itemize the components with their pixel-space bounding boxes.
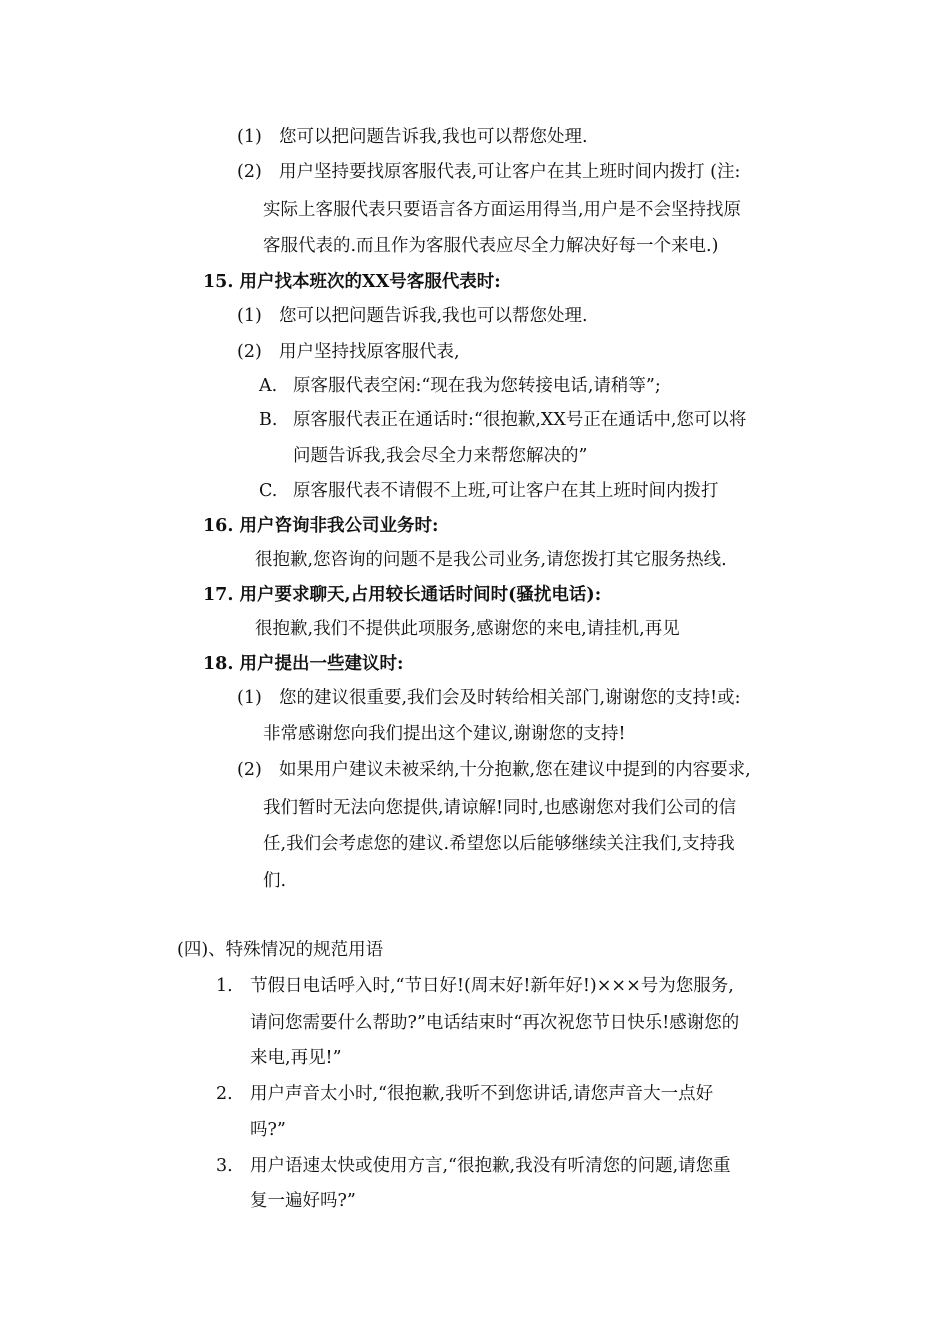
option-marker: (2) (237, 162, 262, 182)
item-number: 3. (216, 1156, 233, 1176)
option-text: 您可以把问题告诉我,我也可以帮您处理. (279, 306, 588, 326)
q18-option-2 (237, 758, 751, 782)
section4-item-2 (216, 1082, 713, 1106)
sub-text: 原客服代表正在通话时:“很抱歉,XX号正在通话中,您可以将 (293, 410, 747, 430)
item-text: 节假日电话呼入时,“节日好!(周末好!新年好!)×××号为您服务, (250, 976, 734, 996)
q14-option-1 (237, 125, 588, 149)
q18-option-2-line-4: 们. (263, 871, 287, 891)
section4-item-3 (216, 1154, 731, 1178)
q17-heading: 17. 用户要求聊天,占用较长通话时间时(骚扰电话): (203, 585, 602, 605)
q18-option-2-line-2: 我们暂时无法向您提供,请谅解!同时,也感谢您对我们公司的信 (263, 798, 737, 818)
option-text: 如果用户建议未被采纳,十分抱歉,您在建议中提到的内容要求, (279, 760, 751, 780)
section-heading: (四)、特殊情况的规范用语 (177, 940, 384, 960)
option-marker: (1) (237, 127, 262, 147)
option-marker: (1) (237, 688, 262, 708)
q14-option-2-line-2: 实际上客服代表只要语言各方面运用得当,用户是不会坚持找原 (263, 200, 742, 220)
q15-option-2 (237, 340, 460, 364)
option-marker: (2) (237, 342, 262, 362)
q15-sub-c (259, 479, 719, 503)
section4-item-1-line-2: 请问您需要什么帮助?”电话结束时“再次祝您节日快乐!感谢您的 (250, 1013, 740, 1033)
sub-marker: A. (259, 376, 278, 396)
section4-item-1-line-3: 来电,再见!” (250, 1048, 342, 1068)
q16-answer: 很抱歉,您咨询的问题不是我公司业务,请您拨打其它服务热线. (255, 550, 727, 570)
item-text: 用户语速太快或使用方言,“很抱歉,我没有听清您的问题,请您重 (250, 1156, 731, 1176)
section4-item-3-line-2: 复一遍好吗?” (250, 1191, 356, 1211)
section4-item-1 (216, 974, 734, 998)
q15-heading: 15. 用户找本班次的XX号客服代表时: (203, 272, 501, 292)
q17-answer: 很抱歉,我们不提供此项服务,感谢您的来电,请挂机,再见 (255, 619, 680, 639)
option-marker: (2) (237, 760, 262, 780)
option-marker: (1) (237, 306, 262, 326)
option-text: 用户坚持找原客服代表, (279, 342, 460, 362)
q18-option-2-line-3: 任,我们会考虑您的建议.希望您以后能够继续关注我们,支持我 (263, 834, 735, 854)
sub-text: 原客服代表不请假不上班,可让客户在其上班时间内拨打 (293, 481, 719, 501)
q15-sub-a (259, 374, 661, 398)
section4-item-2-line-2: 吗?” (250, 1120, 286, 1140)
sub-marker: B. (259, 410, 278, 430)
q15-sub-b (259, 408, 746, 432)
q15-sub-b-line-2: 问题告诉我,我会尽全力来帮您解决的” (293, 446, 588, 466)
option-text: 您可以把问题告诉我,我也可以帮您处理. (279, 127, 588, 147)
option-text: 用户坚持要找原客服代表,可让客户在其上班时间内拨打 (注: (279, 162, 741, 182)
item-number: 2. (216, 1084, 233, 1104)
item-number: 1. (216, 976, 233, 996)
q16-heading: 16. 用户咨询非我公司业务时: (203, 516, 439, 536)
q15-option-1 (237, 304, 588, 328)
sub-marker: C. (259, 481, 278, 501)
item-text: 用户声音太小时,“很抱歉,我听不到您讲话,请您声音大一点好 (250, 1084, 714, 1104)
q14-option-2 (237, 160, 740, 184)
q14-option-2-line-3: 客服代表的.而且作为客服代表应尽全力解决好每一个来电.) (263, 236, 719, 256)
q18-option-1 (237, 686, 741, 710)
sub-text: 原客服代表空闲:“现在我为您转接电话,请稍等”; (293, 376, 661, 396)
option-text: 您的建议很重要,我们会及时转给相关部门,谢谢您的支持!或: (279, 688, 741, 708)
q18-heading: 18. 用户提出一些建议时: (203, 654, 404, 674)
q18-option-1-line-2: 非常感谢您向我们提出这个建议,谢谢您的支持! (263, 724, 626, 744)
